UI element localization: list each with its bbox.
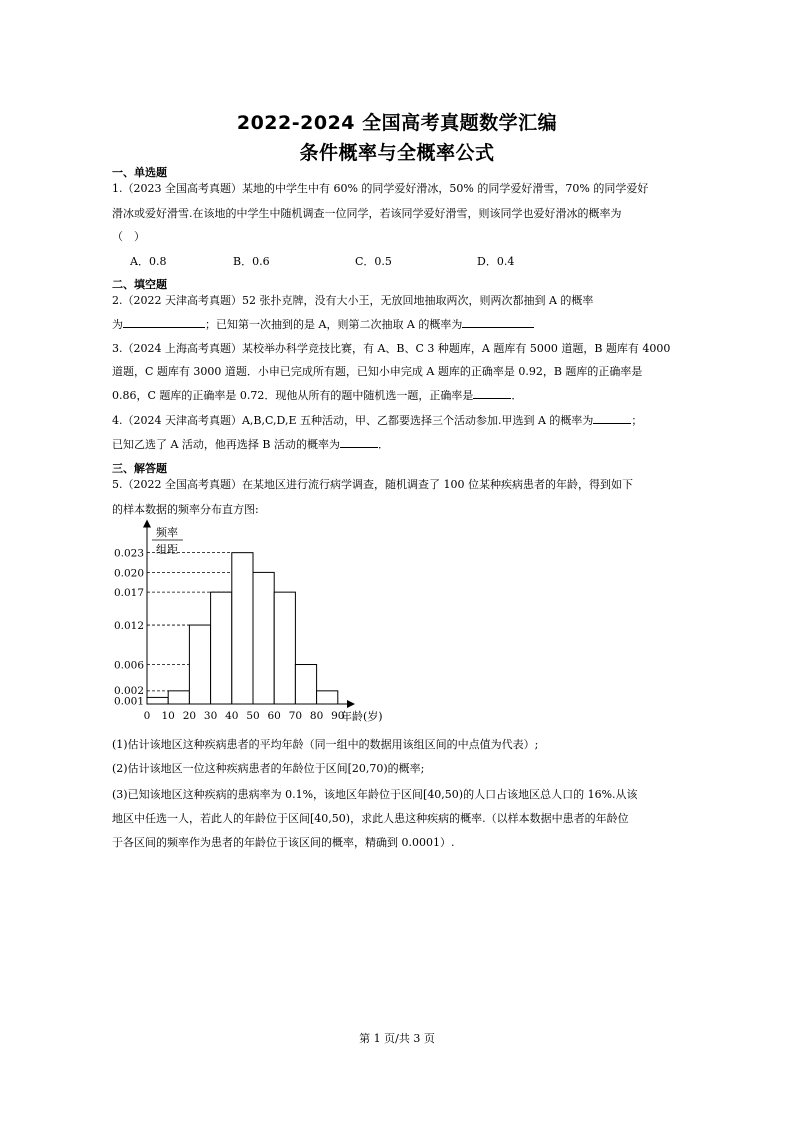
y-axis-arrow	[143, 520, 151, 528]
y-tick-label: 0.002	[113, 684, 144, 697]
x-tick-label: 0	[143, 710, 151, 722]
q2-blank-1[interactable]	[123, 317, 205, 328]
histogram-bar	[253, 572, 274, 704]
q3-line2: 道题，C 题库有 3000 道题．小申已完成所有题，已知小申完成 A 题库的正确率是 0.92，B 题库的正确率是	[112, 365, 643, 378]
histogram-bar	[189, 625, 210, 704]
q4-line1-a: 4.（2024 天津高考真题）A,B,C,D,E 五种活动，甲、乙都要选择三个活动参加.甲选到 A 的概率为	[112, 414, 594, 427]
q4-line2-b: ．	[378, 438, 390, 451]
q2-blank-2[interactable]	[462, 317, 534, 328]
x-tick-label: 90	[331, 710, 345, 722]
x-tick-label: 50	[246, 710, 260, 722]
q4-line2	[112, 436, 389, 452]
q2-line2-b: ；已知第一次抽到的是 A，则第二次抽取 A 的概率为	[205, 318, 463, 331]
q3-line3-b: ．	[511, 389, 523, 402]
section-answer: 三、解答题	[112, 462, 167, 475]
histogram-bar	[274, 592, 295, 704]
x-axis-label: 年龄(岁)	[341, 710, 383, 723]
doc-title: 2022-2024 全国高考真题数学汇编	[236, 112, 558, 134]
histogram-bar	[317, 691, 338, 704]
section-fill-in: 二、填空题	[112, 278, 167, 291]
q4-line2-a: 已知乙选了 A 活动，他再选择 B 活动的概率为	[112, 438, 341, 451]
q5-part3-line3: 于各区间的频率作为患者的年龄位于该区间的概率，精确到 0.0001）.	[112, 836, 455, 849]
q2-line1: 2.（2022 天津高考真题）52 张扑克牌，没有大小王，无放回地抽取两次，则两次都抽到 A 的概率	[112, 294, 594, 307]
q1-option-d: D．0.4	[477, 255, 515, 268]
q3-line3	[112, 387, 522, 403]
q5-part3-line2: 地区中任选一人，若此人的年龄位于区间[40,50)，求此人患这种疾病的概率.（以样本数据中患者的年龄位	[112, 812, 629, 825]
q4-line1	[112, 412, 642, 428]
histogram-bar	[211, 592, 232, 704]
histogram-bar	[147, 697, 168, 704]
x-tick-label: 10	[161, 710, 175, 722]
x-tick-label: 60	[267, 710, 281, 722]
q5-line2: 的样本数据的频率分布直方图:	[112, 503, 259, 516]
histogram-bar	[232, 553, 253, 704]
y-tick-label: 0.001	[113, 695, 144, 708]
q2-line2	[112, 316, 534, 332]
y-tick-label: 0.023	[113, 547, 144, 560]
x-tick-label: 80	[309, 710, 324, 722]
q5-part3-line1: (3)已知该地区这种疾病的患病率为 0.1%，该地区年龄位于区间[40,50)的人口占该地区总人口的 16%.从该	[112, 788, 638, 801]
y-tick-label: 0.012	[113, 620, 144, 633]
x-tick-label: 70	[288, 710, 303, 722]
q1-option-b: B．0.6	[233, 255, 270, 268]
q1-line3: （ ）	[112, 230, 145, 243]
q5-part2: (2)估计该地区一位这种疾病患者的年龄位于区间[20,70)的概率;	[112, 762, 425, 775]
q2-line2-a: 为	[112, 318, 123, 331]
y-axis-label-denominator: 组距	[156, 543, 178, 556]
q1-option-c: C．0.5	[355, 255, 392, 268]
y-tick-label: 0.017	[113, 587, 144, 600]
q5-part1: (1)估计该地区这种疾病患者的平均年龄（同一组中的数据用该组区间的中点值为代表）;	[112, 738, 539, 751]
q4-blank-1[interactable]	[593, 413, 631, 424]
x-tick-label: 40	[225, 710, 239, 722]
y-tick-label: 0.020	[113, 567, 144, 580]
x-tick-label: 30	[203, 710, 218, 722]
page-footer: 第 1 页/共 3 页	[359, 1032, 435, 1045]
histogram-bar	[295, 665, 316, 704]
q1-line1: 1.（2023 全国高考真题）某地的中学生中有 60% 的同学爱好滑冰，50% 的同学爱好滑雪，70% 的同学爱好	[112, 182, 649, 195]
q4-line1-b: ；	[631, 414, 643, 427]
q3-line3-a: 0.86，C 题库的正确率是 0.72．现他从所有的题中随机选一题，正确率是	[112, 389, 474, 402]
q5-line1: 5.（2022 全国高考真题）在某地区进行流行病学调查，随机调查了 100 位某种疾病患者的年龄，得到如下	[112, 478, 633, 491]
q3-blank[interactable]	[473, 388, 511, 399]
y-tick-label: 0.006	[113, 659, 144, 672]
x-tick-label: 20	[182, 710, 197, 722]
section-single-choice: 一、单选题	[112, 166, 167, 179]
x-axis-arrow	[347, 700, 355, 708]
doc-subtitle: 条件概率与全概率公式	[299, 142, 495, 164]
q1-option-a: A．0.8	[130, 255, 167, 268]
histogram-bar	[168, 691, 189, 704]
q4-blank-2[interactable]	[340, 437, 378, 448]
frequency-histogram	[110, 518, 410, 728]
y-axis-label-numerator: 频率	[156, 526, 178, 539]
q1-line2: 滑冰或爱好滑雪.在该地的中学生中随机调查一位同学，若该同学爱好滑雪，则该同学也爱好滑冰的概率为	[112, 207, 622, 220]
q3-line1: 3.（2024 上海高考真题）某校举办科学竞技比赛，有 A、B、C 3 种题库，A 题库有 5000 道题，B 题库有 4000	[112, 342, 671, 355]
